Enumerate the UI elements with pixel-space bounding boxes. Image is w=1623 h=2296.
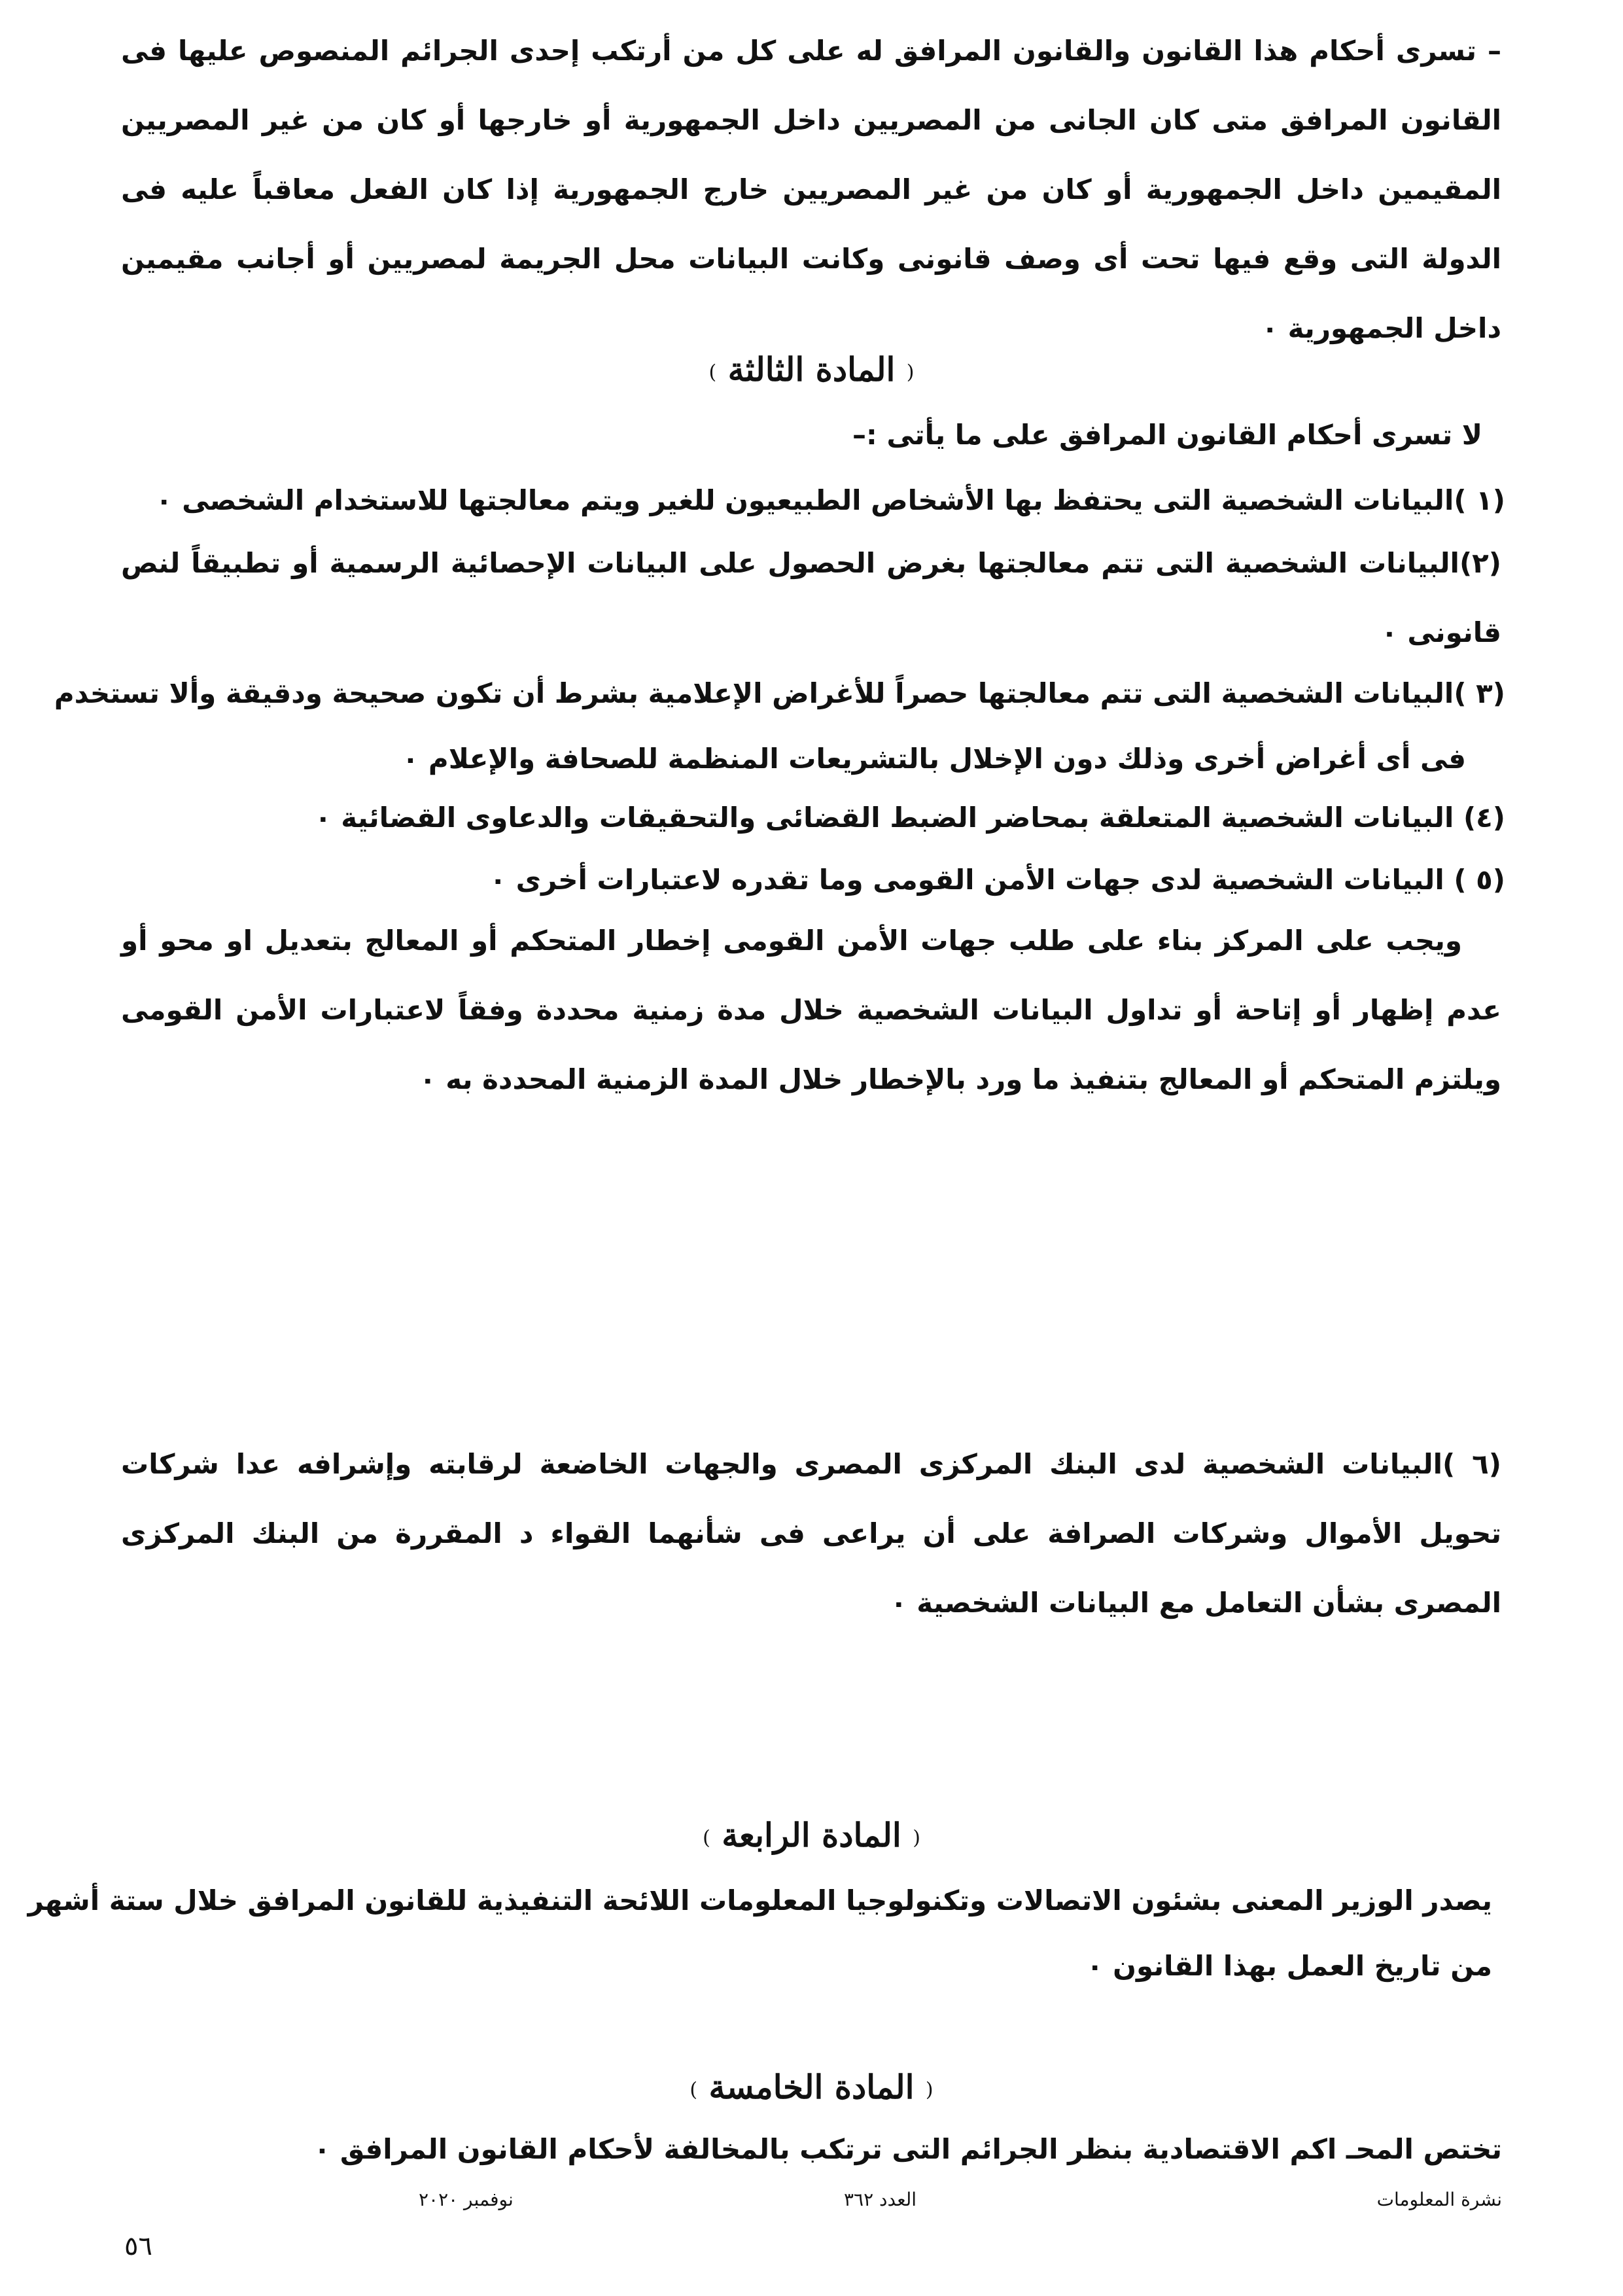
article2-continuation: – تسرى أحكام هذا القانون والقانون المرافق له على كل من أرتكب إحدى الجرائم المنصوص عليها فى القانون المرافق متى كان الجانى من المصريين داخل الجمهورية أو خارجها أو كان من غير المصريين المقيمين داخل الجمهورية أو كان من غير المصريين خارج الجمهورية إذا كان الفعل معاقباً عليه فى الدولة التى وقع فيها تحت أى وصف قانونى وكانت البيانات محل الجريمة لمصريين أو أجانب مقيمين داخل الجمهورية ٠ <box>121 35 1501 344</box>
article3-heading-close: ) <box>708 361 717 384</box>
article3-heading-open: ( <box>906 361 915 384</box>
article5-text: تختص المحـ اكم الاقتصادية بنظر الجرائم التى ترتكب بالمخالفة لأحكام القانون المرافق ٠ <box>313 2133 1502 2165</box>
article3-intro: لا تسرى أحكام القانون المرافق على ما يأتى :– <box>852 419 1482 451</box>
article3-item-5: (٥ ) البيانات الشخصية لدى جهات الأمن القومى وما تقدره لاعتبارات أخرى ٠ <box>489 864 1505 896</box>
article3-item-4: (٤) البيانات الشخصية المتعلقة بمحاضر الضبط القضائى والتحقيقات والدعاوى القضائية ٠ <box>314 802 1505 834</box>
article3-item-6: (٦ )البيانات الشخصية لدى البنك المركزى المصرى والجهات الخاضعة لرقابته وإشرافه عدا شركات تحويل الأموال وشركات الصرافة على أن يراعى فى شأنهما القواء د المقررة من البنك المركزى المصرى بشأن التعامل مع البيانات الشخصية ٠ <box>121 1448 1501 1619</box>
article3-item-3-line-2: فى أى أغراض أخرى وذلك دون الإخلال بالتشريعات المنظمة للصحافة والإعلام ٠ <box>402 743 1466 775</box>
article4-heading-close: ) <box>703 1826 710 1850</box>
article3-heading <box>0 350 1623 389</box>
article3-item-1: (١ )البيانات الشخصية التى يحتفظ بها الأشخاص الطبيعيون للغير ويتم معالجتها للاستخدام الشخصى ٠ <box>155 484 1505 516</box>
article5-heading-open: ( <box>925 2078 934 2102</box>
article3-security-paragraph: ويجب على المركز بناء على طلب جهات الأمن القومى إخطار المتحكم أو المعالج بتعديل او محو أو عدم إظهار أو إتاحة أو تداول البيانات الشخصية خلال مدة زمنية محددة وفقاً لاعتبارات الأمن القومى ويلتزم المتحكم أو المعالج بتنفيذ ما ورد بالإخطار خلال المدة الزمنية المحددة به ٠ <box>121 925 1501 1095</box>
article4-heading-open: ( <box>913 1826 920 1850</box>
article4-heading-title: المادة الرابعة <box>722 1816 901 1854</box>
article4-heading <box>0 1816 1623 1854</box>
article3-item-3-line-1: (٣ )البيانات الشخصية التى تتم معالجتها حصراً للأغراض الإعلامية بشرط أن تكون صحيحة ودقيقة وألا تستخدم <box>54 677 1505 709</box>
article5-heading-close: ) <box>689 2078 698 2102</box>
footer-publication: نشرة المعلومات <box>1376 2189 1502 2210</box>
footer-date: نوفمبر ٢٠٢٠ <box>419 2189 514 2210</box>
article4-line-1: يصدر الوزير المعنى بشئون الاتصالات وتكنولوجيا المعلومات اللائحة التنفيذية للقانون المرافق خلال ستة أشهر <box>27 1884 1492 1916</box>
article5-heading <box>0 2068 1623 2106</box>
page-number: ٥٦ <box>124 2231 152 2261</box>
article5-heading-title: المادة الخامسة <box>708 2068 915 2106</box>
article4-line-2: من تاريخ العمل بهذا القانون ٠ <box>1086 1950 1492 1982</box>
footer-issue: العدد ٣٦٢ <box>844 2189 917 2210</box>
article3-item-2: (٢)البيانات الشخصية التى تتم معالجتها بغرض الحصول على البيانات الإحصائية الرسمية أو تطبيقاً لنص قانونى ٠ <box>121 547 1501 648</box>
article3-heading-title: المادة الثالثة <box>727 350 896 389</box>
